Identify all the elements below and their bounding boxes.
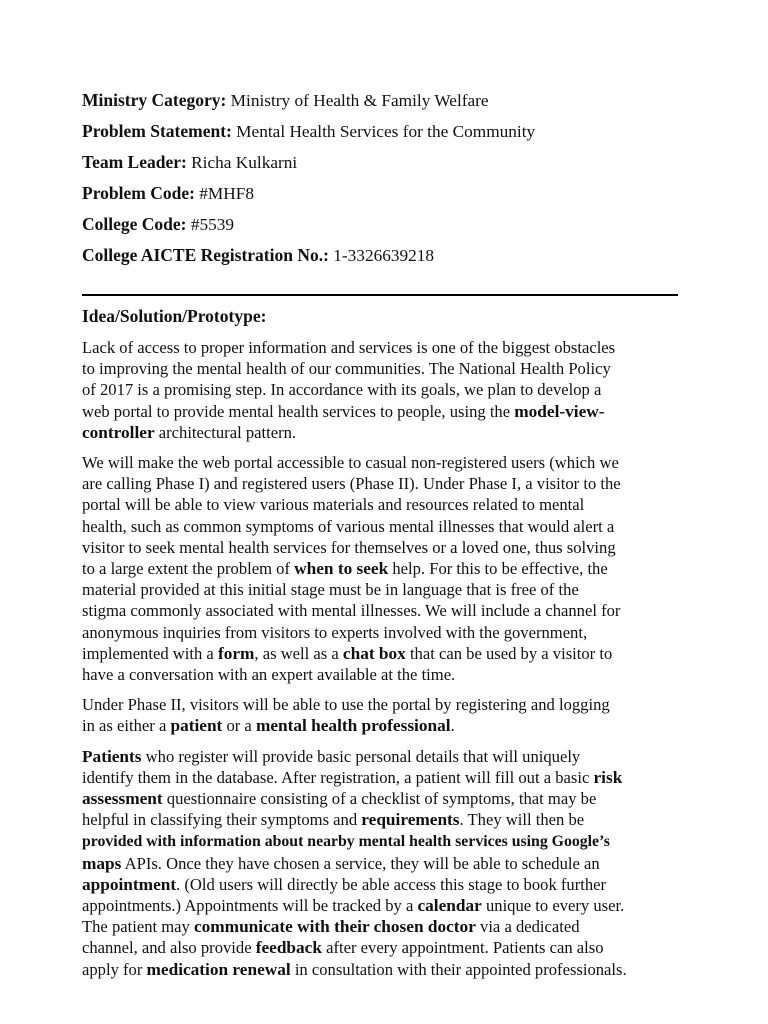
- text-line: apply for medication renewal in consultation with their appointed professionals.: [82, 959, 627, 979]
- text-line: The patient may communicate with their chosen doctor via a dedicated: [82, 917, 580, 937]
- problem-statement-row: [82, 116, 682, 147]
- bold-term: Patients: [82, 746, 142, 766]
- text-line: to a large extent the problem of when to seek help. For this to be effective, the: [82, 559, 608, 579]
- text-line: helpful in classifying their symptoms and requirements. They will then be: [82, 810, 585, 830]
- document-body: [82, 304, 674, 989]
- text-line: are calling Phase I) and registered users (Phase II). Under Phase I, a visitor to the: [82, 474, 621, 494]
- college-code-label: College Code:: [82, 214, 187, 234]
- text-line: Patients who register will provide basic personal details that will uniquely: [82, 746, 581, 766]
- text-line: We will make the web portal accessible to casual non-registered users (which we: [82, 453, 619, 473]
- bold-term: chat box: [342, 643, 406, 663]
- text-line: anonymous inquiries from visitors to experts involved with the government,: [82, 622, 588, 642]
- text-line: health, such as common symptoms of various mental illnesses that would alert a: [82, 516, 615, 536]
- text-line: assessment questionnaire consisting of a checklist of symptoms, that may be: [82, 789, 597, 809]
- bold-term: form: [217, 643, 255, 663]
- text-line: Lack of access to proper information and services is one of the biggest obstacles: [82, 338, 616, 357]
- paragraph-phase-one: [82, 452, 674, 685]
- ministry-label: Ministry Category:: [82, 90, 227, 110]
- aicte-value: 1-3326639218: [333, 246, 435, 265]
- aicte-row: [82, 240, 682, 271]
- problem-code-value: #MHF8: [199, 184, 254, 203]
- ministry-row: [82, 85, 682, 116]
- text-line: portal will be able to view various materials and resources related to mental: [82, 495, 585, 515]
- text-line: visitor to seek mental health services for themselves or a loved one, thus solving: [82, 537, 616, 557]
- bold-term: provided with information about nearby mental health services using Google’s: [82, 833, 610, 851]
- bold-term: patient: [170, 716, 223, 736]
- text-line: stigma commonly associated with mental illnesses. We will include a channel for: [82, 601, 621, 621]
- text-line: maps APIs. Once they have chosen a service, they will be able to schedule an: [82, 853, 600, 873]
- bold-term: medication renewal: [146, 959, 291, 979]
- bold-term: maps: [82, 853, 122, 873]
- text-line: in as either a patient or a mental health professional.: [82, 716, 455, 736]
- bold-term: controller: [82, 422, 155, 442]
- text-line: appointment. (Old users will directly be able access this stage to book further: [82, 874, 607, 894]
- bold-term: risk: [593, 767, 623, 787]
- section-heading: Idea/Solution/Prototype:: [82, 306, 267, 326]
- team-leader-label: Team Leader:: [82, 152, 187, 172]
- aicte-label: College AICTE Registration No.:: [82, 245, 329, 265]
- bold-term: when to seek: [294, 559, 389, 579]
- text-line: Under Phase II, visitors will be able to use the portal by registering and logging: [82, 695, 610, 715]
- bold-term: appointment: [82, 874, 177, 894]
- paragraph-phase-two: [82, 694, 674, 736]
- problem-statement-value: Mental Health Services for the Community: [236, 122, 536, 141]
- text-line: implemented with a form, as well as a chat box that can be used by a visitor to: [82, 643, 613, 663]
- text-line: appointments.) Appointments will be tracked by a calendar unique to every user.: [82, 896, 625, 916]
- paragraph-patients: [82, 746, 674, 980]
- bold-term: calendar: [417, 896, 482, 916]
- team-leader-row: [82, 147, 682, 178]
- section-divider: [82, 294, 678, 296]
- bold-term: requirements: [361, 810, 460, 830]
- text-line: have a conversation with an expert available at the time.: [82, 665, 456, 685]
- text-line: controller architectural pattern.: [82, 422, 297, 442]
- problem-statement-label: Problem Statement:: [82, 121, 232, 141]
- bold-term: mental health professional: [255, 716, 451, 736]
- text-line: identify them in the database. After registration, a patient will fill out a basic risk: [82, 767, 623, 787]
- bold-term: assessment: [82, 789, 163, 809]
- team-leader-value: Richa Kulkarni: [191, 153, 298, 172]
- problem-code-row: [82, 178, 682, 209]
- ministry-value: Ministry of Health & Family Welfare: [230, 91, 489, 110]
- paragraph-intro: [82, 337, 674, 443]
- bold-term: model-view-: [514, 401, 605, 421]
- bold-term: feedback: [255, 938, 322, 958]
- college-code-row: [82, 209, 682, 240]
- college-code-value: #5539: [190, 215, 235, 234]
- text-line: [82, 830, 674, 852]
- text-line: to improving the mental health of our communities. The National Health Policy: [82, 359, 611, 379]
- text-line: of 2017 is a promising step. In accordance with its goals, we plan to develop a: [82, 380, 602, 400]
- text-line: web portal to provide mental health services to people, using the model-view-: [82, 401, 605, 421]
- text-line: channel, and also provide feedback after every appointment. Patients can also: [82, 938, 604, 958]
- problem-code-label: Problem Code:: [82, 183, 195, 203]
- header-block: [82, 85, 682, 271]
- bold-term: communicate with their chosen doctor: [193, 917, 476, 937]
- text-line: material provided at this initial stage must be in language that is free of the: [82, 580, 579, 600]
